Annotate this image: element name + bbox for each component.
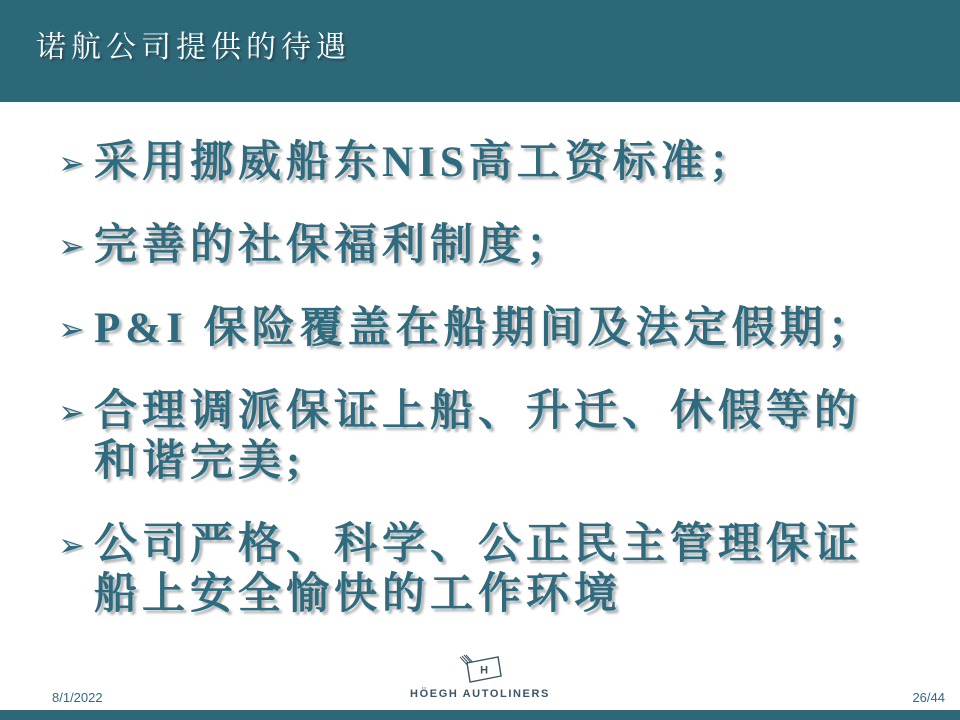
company-logo	[410, 654, 550, 700]
bullet-item	[58, 221, 898, 271]
bullet-item	[58, 138, 898, 188]
bullet-item	[58, 387, 898, 487]
bullet-item	[58, 520, 898, 620]
bullet-text: P&I 保险覆盖在船期间及法定假期；	[94, 305, 876, 352]
slide-title: 诺航公司提供的待遇	[36, 31, 351, 64]
slide-body	[0, 102, 960, 653]
slide-date: 8/1/2022	[52, 690, 103, 705]
arrow-bullet-icon: ➢	[58, 526, 85, 564]
bullet-list	[58, 138, 898, 620]
bottom-accent-bar	[0, 710, 960, 720]
arrow-bullet-icon: ➢	[58, 144, 85, 182]
bullet-text: 采用挪威船东NIS高工资标准；	[94, 139, 757, 186]
flag-letter: H	[480, 664, 488, 677]
company-name: HÖEGH AUTOLINERS	[410, 688, 550, 700]
flag-logo-icon	[454, 654, 506, 686]
bullet-item	[58, 304, 898, 354]
arrow-bullet-icon: ➢	[58, 393, 85, 431]
page-number: 26/44	[912, 690, 945, 705]
bullet-text: 公司严格、科学、公正民主管理保证船上安全愉快的工作环境	[94, 521, 862, 618]
slide-header-band	[0, 0, 960, 102]
bullet-text: 合理调派保证上船、升迁、休假等的和谐完美;	[94, 388, 862, 485]
bullet-text: 完善的社保福利制度；	[94, 222, 574, 269]
arrow-bullet-icon: ➢	[58, 310, 85, 348]
arrow-bullet-icon: ➢	[58, 227, 85, 265]
